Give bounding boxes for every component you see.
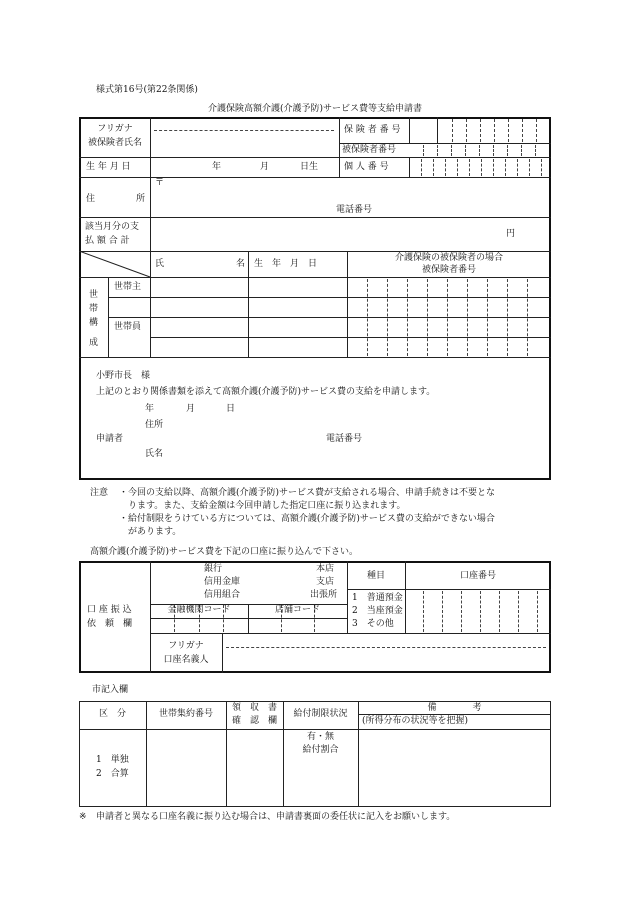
diagonal-line bbox=[79, 251, 151, 277]
hh-member-label: 世帯員 bbox=[114, 322, 142, 332]
bank-intro: 高額介護(介護予防)サービス費を下記の口座に振り込んで下さい。 bbox=[90, 547, 359, 557]
account-holder-label: 口座名義人 bbox=[163, 655, 209, 665]
row-line bbox=[108, 317, 551, 318]
application-statement: 上記のとおり関係書類を添えて高額介護(介護予防)サービス費の支給を申請します。 bbox=[96, 387, 436, 397]
col-line bbox=[150, 561, 151, 673]
birth-month: 月 bbox=[260, 162, 270, 172]
row-line bbox=[347, 589, 551, 590]
bank-code-label: 金融機関コード bbox=[167, 605, 231, 615]
hh-name-header-2: 名 bbox=[236, 259, 246, 269]
note-bullet: ・ bbox=[119, 488, 129, 498]
row-line bbox=[79, 729, 551, 730]
digit-divider bbox=[423, 591, 424, 632]
digit-divider bbox=[447, 279, 448, 356]
branch-code-label: 店舗コード bbox=[274, 605, 320, 615]
digit-divider bbox=[541, 159, 542, 176]
digit-divider bbox=[451, 145, 452, 156]
hh-head-label: 世帯主 bbox=[114, 282, 142, 292]
division-option: 1 単独 bbox=[96, 755, 129, 765]
col-remarks: 備 考 bbox=[427, 703, 482, 713]
digit-divider bbox=[480, 119, 481, 142]
note-line-1: 今回の支給以降、高額介護(介護予防)サービス費が支給される場合、申請手続きは不要とな bbox=[128, 488, 496, 498]
digit-divider bbox=[481, 159, 482, 176]
note-line-2: ります。また、支給金額は今回申請した指定口座に振り込まれます。 bbox=[128, 501, 406, 511]
furigana-label: フリガナ bbox=[97, 124, 133, 134]
digit-divider bbox=[479, 145, 480, 156]
address-label-1: 住 bbox=[86, 194, 96, 204]
birth-year: 年 bbox=[212, 162, 222, 172]
digit-divider bbox=[493, 159, 494, 176]
yen-mark: 円 bbox=[506, 229, 516, 239]
hh-side-label: 成 bbox=[89, 338, 99, 348]
account-type-header: 種目 bbox=[366, 571, 385, 581]
col-receipt-2: 確 認 欄 bbox=[231, 716, 277, 726]
col-receipt-1: 領 収 書 bbox=[231, 703, 277, 713]
col-line bbox=[409, 157, 410, 177]
row-line bbox=[358, 714, 551, 715]
branch-type: 出張所 bbox=[310, 590, 338, 600]
account-type-option: 1 普通預金 bbox=[352, 593, 403, 603]
digit-divider bbox=[493, 145, 494, 156]
bank-type: 信用金庫 bbox=[204, 577, 241, 587]
row-line bbox=[150, 633, 551, 634]
account-type-option: 2 当座預金 bbox=[352, 606, 403, 616]
digit-divider bbox=[469, 159, 470, 176]
mayor-address: 小野市長 様 bbox=[96, 371, 151, 381]
digit-divider bbox=[499, 591, 500, 632]
col-division: 区 分 bbox=[98, 709, 126, 719]
division-option: 2 合算 bbox=[96, 769, 129, 779]
digit-divider bbox=[437, 145, 438, 156]
col-line bbox=[108, 277, 109, 357]
digit-divider bbox=[466, 119, 467, 142]
digit-divider bbox=[517, 159, 518, 176]
account-type-option: 3 その他 bbox=[352, 619, 394, 629]
col-remarks-sub: (所得分布の状況等を把握) bbox=[362, 716, 469, 726]
digit-divider bbox=[407, 279, 408, 356]
personal-number-label: 個 人 番 号 bbox=[344, 162, 389, 172]
digit-divider bbox=[507, 145, 508, 156]
col-line bbox=[150, 117, 151, 357]
app-day: 日 bbox=[226, 404, 236, 414]
digit-divider bbox=[367, 279, 368, 356]
digit-divider bbox=[480, 591, 481, 632]
digit-divider bbox=[421, 159, 422, 176]
notes-label: 注意 bbox=[90, 488, 109, 498]
digit-divider bbox=[527, 279, 528, 356]
digit-divider bbox=[457, 159, 458, 176]
hh-birth-header: 生 年 月 日 bbox=[254, 259, 318, 269]
digit-divider bbox=[522, 119, 523, 142]
digit-divider bbox=[537, 591, 538, 632]
total-label-1: 該当月分の支 bbox=[85, 222, 140, 232]
applicant-phone-label: 電話番号 bbox=[326, 434, 363, 444]
hh-side-label: 世 bbox=[89, 290, 99, 300]
holder-furigana-label: フリガナ bbox=[168, 641, 204, 651]
birth-day: 日生 bbox=[300, 162, 319, 172]
row-line bbox=[150, 337, 551, 338]
birthdate-label: 生 年 月 日 bbox=[86, 162, 131, 172]
insurer-number-label: 保 険 者 番 号 bbox=[344, 125, 401, 135]
digit-divider bbox=[529, 159, 530, 176]
insured-name-label: 被保険者氏名 bbox=[87, 138, 142, 148]
col-line bbox=[339, 117, 340, 177]
furigana-divider bbox=[154, 130, 334, 131]
account-number-header: 口座番号 bbox=[459, 571, 496, 581]
hh-side-label: 帯 bbox=[89, 304, 99, 314]
row-line bbox=[150, 618, 347, 619]
note-bullet: ・ bbox=[119, 514, 129, 524]
app-month: 月 bbox=[186, 404, 196, 414]
row-line bbox=[340, 143, 551, 144]
restriction-ratio: 給付割合 bbox=[302, 745, 339, 755]
note-line-3: 給付制限をうけている方については、高額介護(介護予防)サービス費の支給ができない場合 bbox=[128, 514, 495, 524]
phone-label: 電話番号 bbox=[336, 205, 373, 215]
col-line bbox=[358, 701, 359, 807]
digit-divider bbox=[387, 279, 388, 356]
holder-furigana-divider bbox=[226, 647, 546, 648]
digit-divider bbox=[433, 159, 434, 176]
digit-divider bbox=[427, 279, 428, 356]
bank-side-label-1: 口 座 振 込 bbox=[87, 605, 132, 615]
applicant-label: 申請者 bbox=[96, 434, 124, 444]
bank-type: 銀行 bbox=[204, 564, 223, 574]
hh-name-header-1: 氏 bbox=[155, 259, 165, 269]
digit-divider bbox=[467, 279, 468, 356]
app-year: 年 bbox=[145, 404, 155, 414]
col-household-number: 世帯集約番号 bbox=[158, 709, 213, 719]
digit-divider bbox=[487, 279, 488, 356]
hh-side-label: 構 bbox=[89, 318, 99, 328]
postal-mark: 〒 bbox=[155, 178, 165, 188]
digit-divider bbox=[452, 119, 453, 142]
digit-divider bbox=[465, 145, 466, 156]
bank-type: 信用組合 bbox=[204, 590, 241, 600]
branch-type: 支店 bbox=[316, 577, 335, 587]
digit-divider bbox=[536, 119, 537, 142]
restriction-option: 有・無 bbox=[306, 732, 334, 742]
col-line bbox=[222, 633, 223, 673]
digit-divider bbox=[535, 145, 536, 156]
hh-insured-header-2: 被保険者番号 bbox=[421, 265, 476, 275]
applicant-name-label: 氏名 bbox=[145, 449, 164, 459]
digit-divider bbox=[494, 119, 495, 142]
bank-side-label-2: 依 頼 欄 bbox=[87, 619, 133, 629]
applicant-address-label: 住所 bbox=[145, 420, 164, 430]
col-restriction: 給付制限状況 bbox=[293, 709, 348, 719]
form-title: 介護保険高額介護(介護予防)サービス費等支給申請書 bbox=[207, 104, 423, 114]
digit-divider bbox=[507, 279, 508, 356]
total-label-2: 払 額 合 計 bbox=[85, 236, 130, 246]
branch-type: 本店 bbox=[316, 564, 335, 574]
footer-note: 申請者と異なる口座名義に振り込む場合は、申請書裏面の委任状に記入をお願いします。 bbox=[96, 812, 456, 822]
address-label-2: 所 bbox=[136, 194, 146, 204]
col-line bbox=[248, 251, 249, 357]
note-line-4: があります。 bbox=[128, 527, 182, 537]
col-line bbox=[437, 117, 438, 143]
digit-divider bbox=[508, 119, 509, 142]
form-number: 様式第16号(第22条関係) bbox=[96, 85, 198, 95]
digit-divider bbox=[461, 591, 462, 632]
digit-divider bbox=[442, 591, 443, 632]
digit-divider bbox=[445, 159, 446, 176]
office-use-label: 市記入欄 bbox=[92, 685, 129, 695]
col-line bbox=[409, 117, 410, 143]
row-line bbox=[79, 357, 551, 358]
digit-divider bbox=[518, 591, 519, 632]
digit-divider bbox=[423, 145, 424, 156]
insured-number-label: 被保険者番号 bbox=[342, 145, 397, 155]
digit-divider bbox=[505, 159, 506, 176]
row-line bbox=[108, 297, 551, 298]
footer-mark: ※ bbox=[79, 812, 87, 822]
hh-insured-header-1: 介護保険の被保険者の場合 bbox=[394, 253, 503, 263]
digit-divider bbox=[521, 145, 522, 156]
